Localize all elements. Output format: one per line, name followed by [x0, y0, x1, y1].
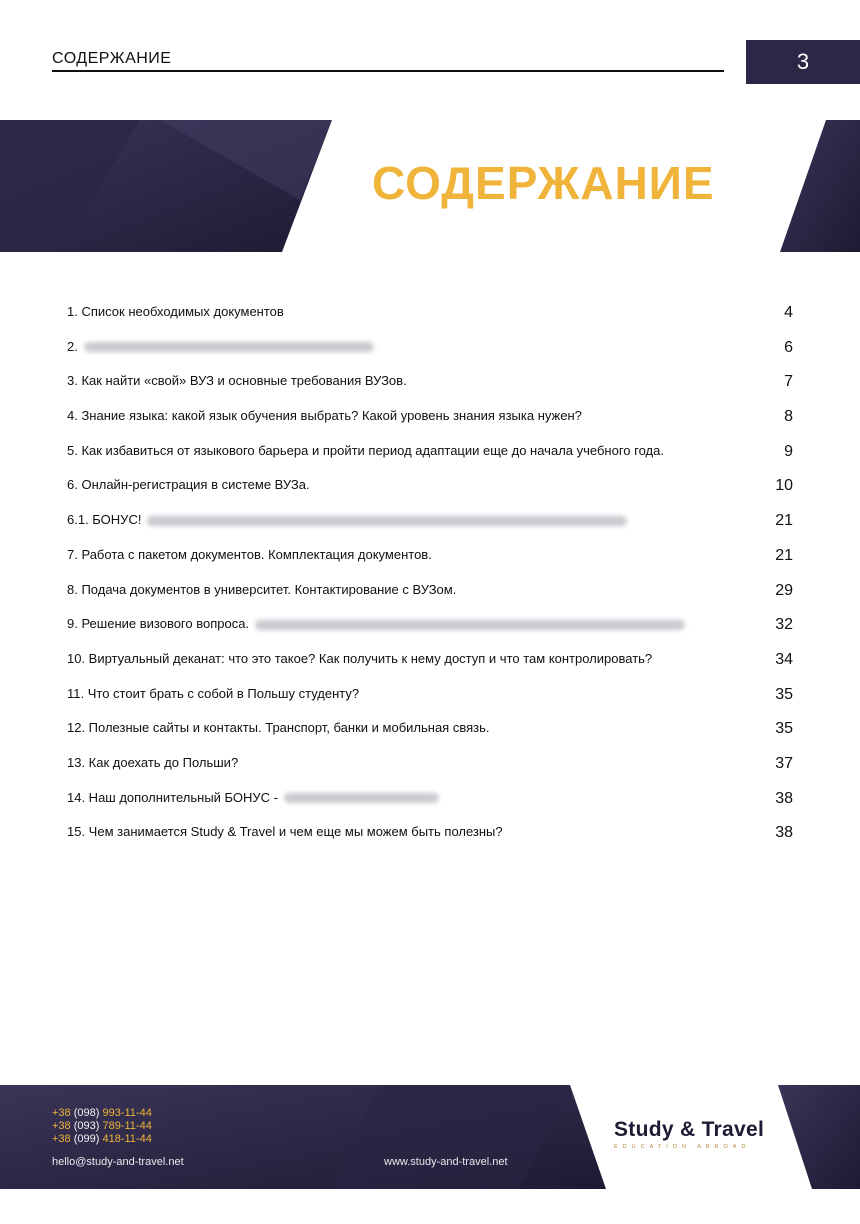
toc-entry-label: 6.1. БОНУС!: [67, 512, 142, 528]
toc-entry-label: 8. Подача документов в университет. Контактирование с ВУЗом.: [67, 581, 457, 597]
toc-entry-label: 11. Что стоит брать с собой в Польшу студенту?: [67, 685, 360, 701]
toc-entry-text: [67, 547, 432, 562]
toc-entry-label: 7. Работа с пакетом документов. Комплектация документов.: [67, 546, 432, 562]
redacted-text: [255, 620, 685, 630]
toc-entry-label: 14. Наш дополнительный БОНУС -: [67, 789, 279, 805]
toc-row[interactable]: [67, 296, 793, 331]
page-number: 3: [796, 49, 810, 74]
toc-entry-label: 3. Как найти «свой» ВУЗ и основные требования ВУЗов.: [67, 373, 407, 389]
banner-title: СОДЕРЖАНИЕ: [372, 157, 715, 209]
toc-entry-text: [67, 824, 503, 839]
footer-website[interactable]: www.study-and-travel.net: [384, 1156, 508, 1168]
logo-main-text: Study & Travel: [614, 1118, 765, 1141]
phone-code: (099): [73, 1133, 100, 1145]
toc-entry-label: 12. Полезные сайты и контакты. Транспорт, банки и мобильная связь.: [67, 720, 490, 736]
toc-row[interactable]: [67, 747, 793, 782]
toc-entry-text: [67, 582, 456, 597]
redacted-text: [284, 793, 439, 803]
redacted-text: [84, 342, 374, 352]
toc-page-number: 10: [775, 477, 793, 495]
toc-page-number: 38: [775, 824, 793, 842]
toc-row[interactable]: [67, 331, 793, 366]
toc-page-number: 8: [784, 408, 793, 426]
table-of-contents: [67, 296, 793, 851]
toc-entry-label: 1. Список необходимых документов: [67, 304, 284, 319]
toc-row[interactable]: [67, 539, 793, 574]
toc-entry-label: 4. Знание языка: какой язык обучения выбрать? Какой уровень знания языка нужен?: [67, 408, 582, 424]
toc-row[interactable]: [67, 782, 793, 817]
toc-row[interactable]: [67, 643, 793, 678]
phone-digits: 789-11-44: [102, 1120, 152, 1132]
toc-entry-label: 15. Чем занимается Study & Travel и чем еще мы можем быть полезны?: [67, 824, 503, 840]
toc-row[interactable]: [67, 435, 793, 470]
phone-list: [52, 1107, 152, 1146]
toc-row[interactable]: [67, 504, 793, 539]
toc-page-number: 21: [775, 546, 793, 564]
toc-entry-text: [67, 651, 652, 666]
phone-number[interactable]: [52, 1107, 152, 1120]
toc-entry-text: [67, 304, 284, 319]
toc-entry-text: [67, 616, 685, 631]
toc-page-number: 6: [784, 338, 793, 356]
toc-entry-text: [67, 686, 359, 701]
footer-email[interactable]: hello@study-and-travel.net: [52, 1156, 184, 1168]
toc-entry-text: [67, 443, 664, 458]
toc-entry-label: 9. Решение визового вопроса.: [67, 616, 250, 632]
toc-page-number: 4: [784, 304, 793, 321]
toc-entry-text: [67, 755, 238, 770]
toc-page-number: 7: [784, 373, 793, 391]
toc-entry-text: [67, 408, 582, 423]
phone-prefix: +38: [52, 1133, 71, 1145]
page-number-box: [746, 40, 860, 84]
toc-row[interactable]: [67, 469, 793, 504]
toc-page-number: 21: [775, 512, 793, 530]
toc-page-number: 37: [775, 754, 793, 772]
toc-entry-text: [67, 512, 627, 527]
phone-number[interactable]: [52, 1120, 152, 1133]
phone-code: (098): [73, 1107, 100, 1119]
toc-entry-text: [67, 477, 310, 492]
toc-entry-text: [67, 790, 439, 805]
header-rule: [52, 70, 724, 72]
toc-row[interactable]: [67, 678, 793, 713]
toc-entry-text: [67, 720, 489, 735]
toc-entry-label: 2.: [67, 338, 78, 354]
header-title: СОДЕРЖАНИЕ: [52, 50, 172, 67]
toc-page-number: 29: [775, 581, 793, 599]
toc-entry-label: 10. Виртуальный деканат: что это такое? Как получить к нему доступ и что там контролировать?: [67, 650, 653, 666]
phone-prefix: +38: [52, 1107, 71, 1119]
toc-row[interactable]: [67, 816, 793, 851]
phone-code: (093): [73, 1120, 100, 1132]
phone-digits: 418-11-44: [102, 1133, 152, 1145]
toc-entry-label: 5. Как избавиться от языкового барьера и пройти период адаптации еще до начала учебного года.: [67, 442, 664, 458]
toc-row[interactable]: [67, 400, 793, 435]
toc-page-number: 34: [775, 650, 793, 668]
phone-prefix: +38: [52, 1120, 71, 1132]
toc-entry-text: [67, 373, 407, 388]
toc-page-number: 35: [775, 685, 793, 703]
toc-entry-label: 13. Как доехать до Польши?: [67, 754, 239, 770]
toc-row[interactable]: [67, 365, 793, 400]
phone-digits: 993-11-44: [102, 1107, 152, 1119]
toc-entry-text: [67, 339, 374, 354]
toc-page-number: 35: [775, 720, 793, 738]
toc-page-number: 38: [775, 789, 793, 807]
toc-row[interactable]: [67, 574, 793, 609]
phone-number[interactable]: [52, 1133, 152, 1146]
toc-row[interactable]: [67, 712, 793, 747]
logo-sub-text: EDUCATION ABROAD: [614, 1144, 751, 1150]
toc-entry-label: 6. Онлайн-регистрация в системе ВУЗа.: [67, 477, 310, 493]
toc-row[interactable]: [67, 608, 793, 643]
toc-page-number: 9: [784, 442, 793, 460]
redacted-text: [147, 516, 627, 526]
company-logo: [614, 1118, 774, 1150]
toc-page-number: 32: [775, 616, 793, 634]
